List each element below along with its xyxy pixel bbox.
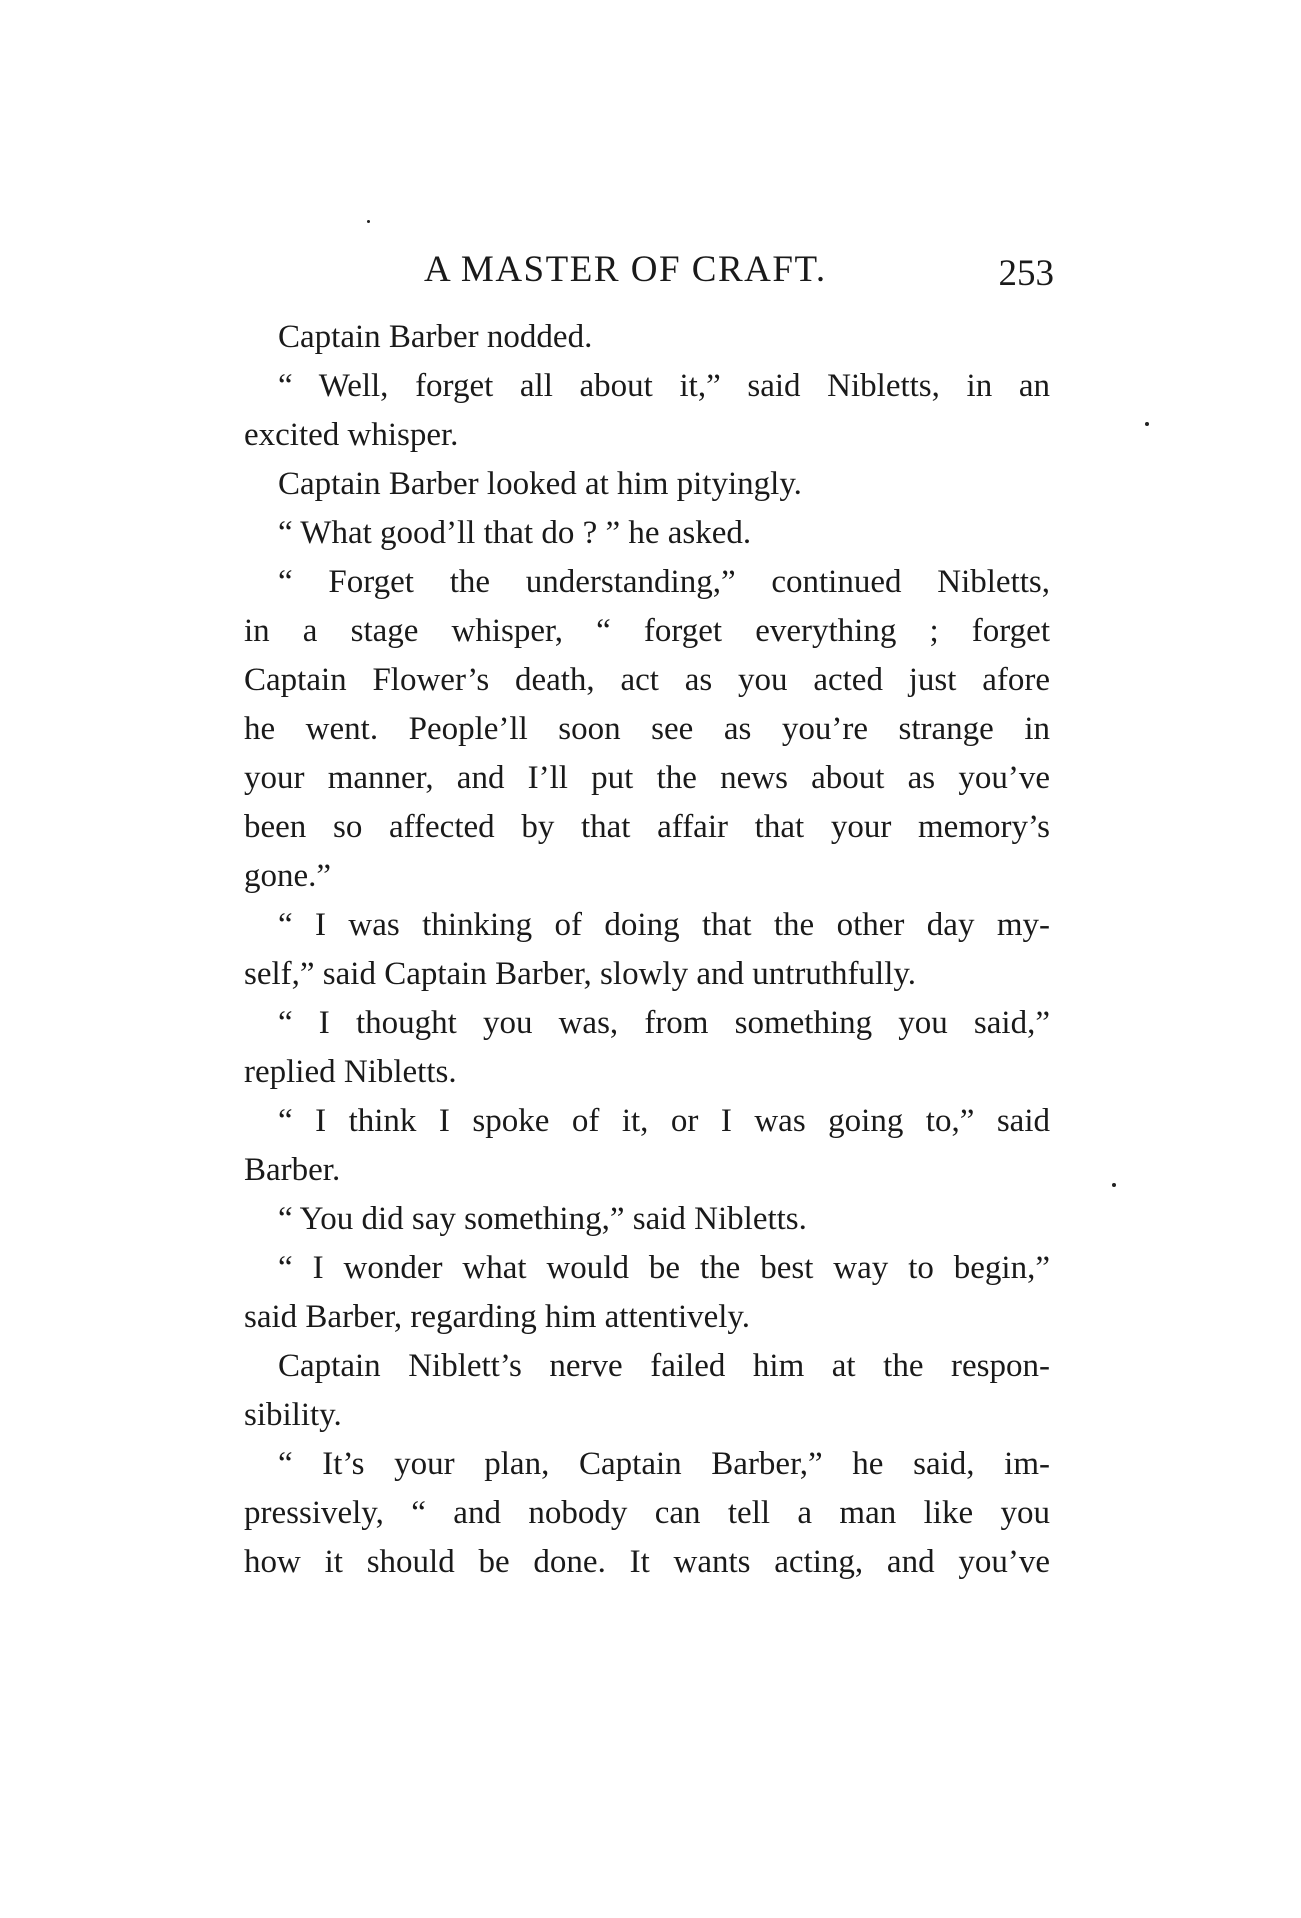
text-line: “ You did say something,” said Nibletts.: [278, 1201, 807, 1237]
text-line: your manner, and I’ll put the news about as you’ve: [244, 760, 1050, 796]
text-line: replied Nibletts.: [244, 1054, 457, 1090]
text-line: sibility.: [244, 1397, 342, 1433]
text-line: Captain Barber looked at him pityingly.: [278, 466, 802, 502]
text-line: pressively, “ and nobody can tell a man like you: [244, 1495, 1050, 1531]
text-line: self,” said Captain Barber, slowly and untruthfully.: [244, 956, 916, 992]
text-line: Captain Niblett’s nerve failed him at the respon-: [278, 1348, 1050, 1384]
body-text: [244, 313, 1050, 1587]
running-head: [244, 248, 1054, 308]
text-line: “ Well, forget all about it,” said Nibletts, in an: [278, 368, 1050, 404]
text-line: “ Forget the understanding,” continued Nibletts,: [278, 564, 1050, 600]
text-line: “ I was thinking of doing that the other day my-: [278, 907, 1050, 943]
text-line: Barber.: [244, 1152, 341, 1188]
text-line: how it should be done. It wants acting, and you’ve: [244, 1544, 1050, 1580]
text-line: he went. People’ll soon see as you’re strange in: [244, 711, 1050, 747]
text-line: “ What good’ll that do ? ” he asked.: [278, 515, 752, 551]
text-line: excited whisper.: [244, 417, 459, 453]
text-line: Captain Flower’s death, act as you acted just afore: [244, 662, 1050, 698]
text-line: said Barber, regarding him attentively.: [244, 1299, 751, 1335]
scan-speck: [1112, 1183, 1116, 1187]
text-line: “ It’s your plan, Captain Barber,” he said, im-: [278, 1446, 1050, 1482]
text-line: Captain Barber nodded.: [278, 319, 593, 355]
text-line: “ I wonder what would be the best way to begin,”: [278, 1250, 1050, 1286]
scan-speck: [367, 220, 370, 223]
running-title: A MASTER OF CRAFT.: [424, 249, 827, 290]
text-line: been so affected by that affair that your memory’s: [244, 809, 1050, 845]
text-line: “ I think I spoke of it, or I was going to,” said: [278, 1103, 1050, 1139]
scan-speck: [1145, 422, 1149, 426]
text-line: gone.”: [244, 858, 332, 894]
page-number: 253: [998, 253, 1054, 294]
text-line: “ I thought you was, from something you said,”: [278, 1005, 1050, 1041]
text-line: in a stage whisper, “ forget everything ; forget: [244, 613, 1050, 649]
